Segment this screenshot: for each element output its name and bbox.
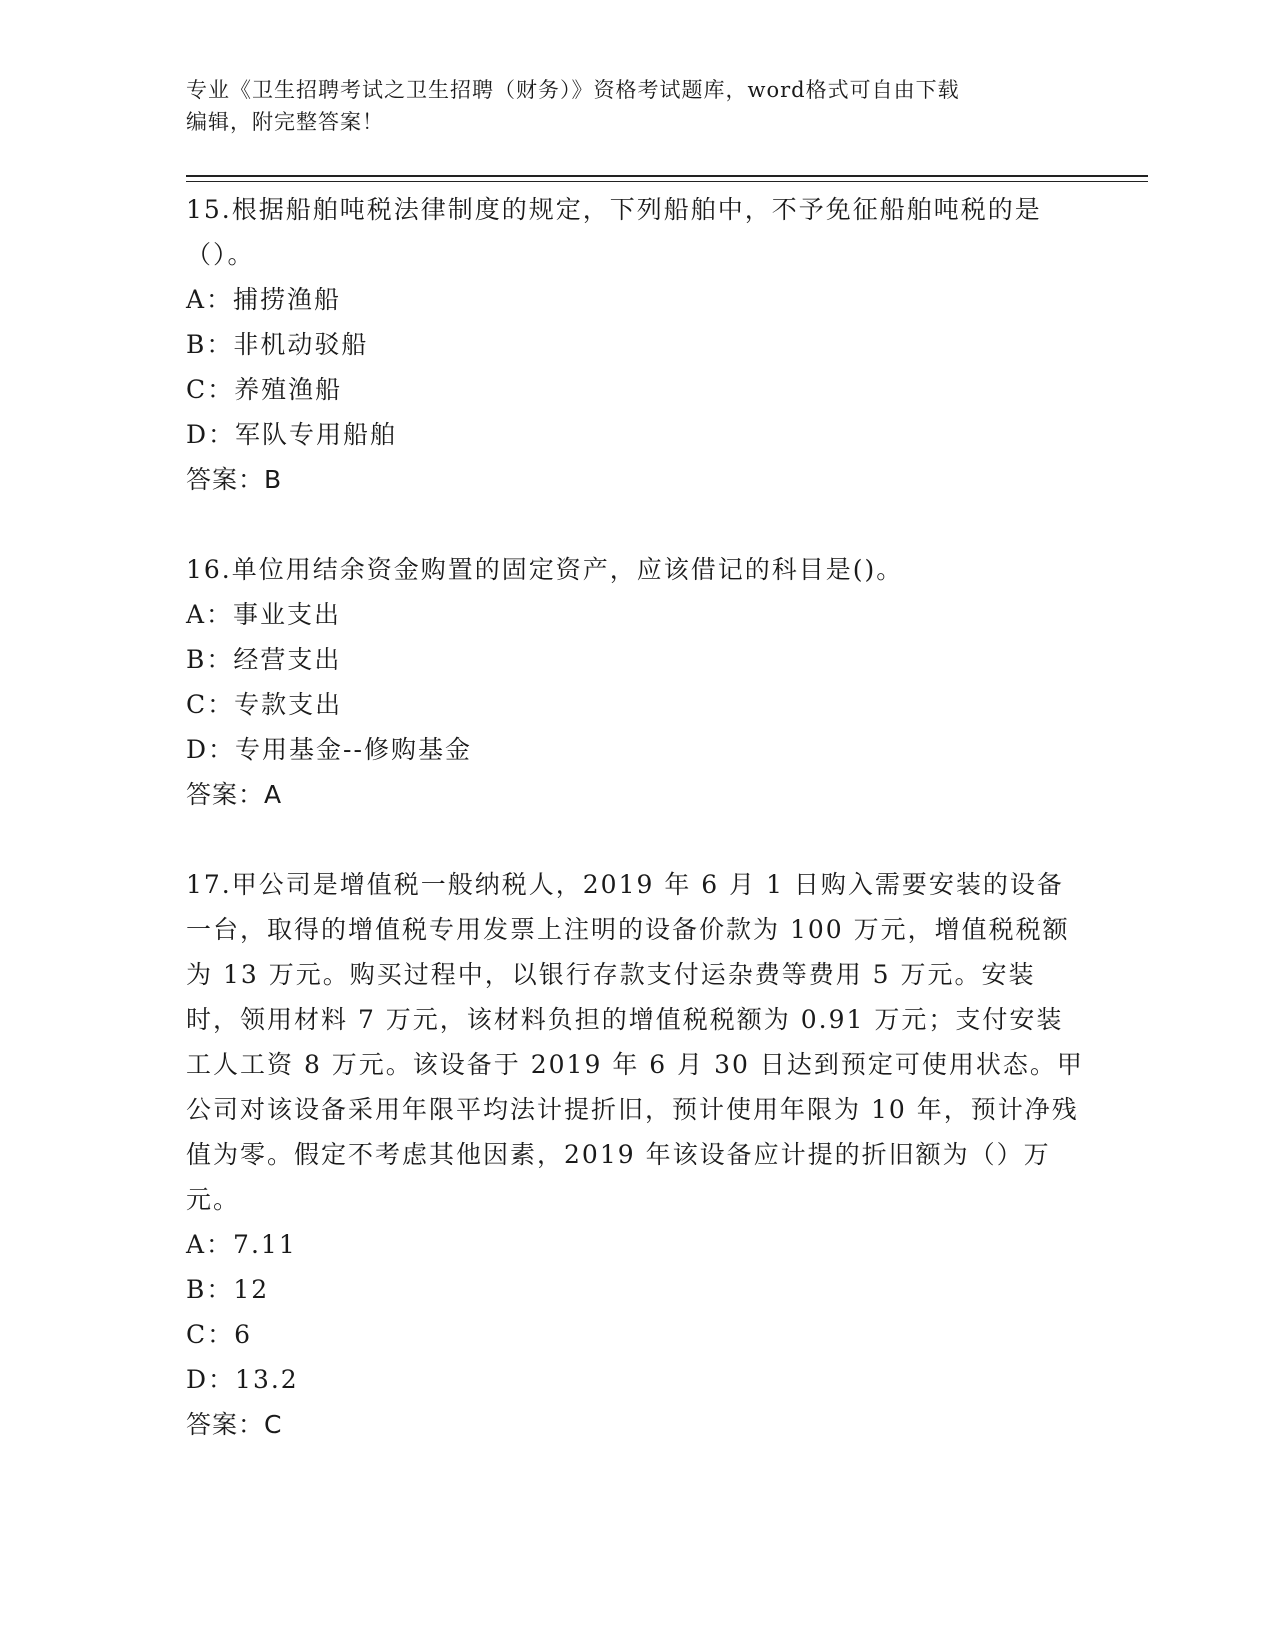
option-d: D：专用基金--修购基金 — [186, 735, 472, 764]
answer-line: 答案：C — [186, 1410, 283, 1439]
header-divider-thick — [186, 175, 1148, 177]
answer-line: 答案：B — [186, 465, 283, 494]
question-list — [186, 187, 1086, 1447]
header-divider-thin — [186, 181, 1148, 182]
question-spacer — [186, 502, 1086, 547]
document-header — [186, 74, 1086, 138]
question-spacer — [186, 817, 1086, 862]
option-b: B：非机动驳船 — [186, 330, 369, 359]
option-d: D：13.2 — [186, 1365, 299, 1394]
option-c: C：专款支出 — [186, 690, 343, 719]
answer-line: 答案：A — [186, 780, 283, 809]
option-c: C：养殖渔船 — [186, 375, 343, 404]
option-b: B：12 — [186, 1275, 270, 1304]
option-a: A：7.11 — [186, 1230, 297, 1259]
option-a: A：捕捞渔船 — [186, 285, 342, 314]
question-16 — [186, 547, 1086, 817]
question-text: 15.根据船舶吨税法律制度的规定，下列船舶中，不予免征船舶吨税的是（）。 — [186, 195, 1042, 269]
option-c: C：6 — [186, 1320, 253, 1349]
option-d: D：军队专用船舶 — [186, 420, 398, 449]
header-line-1: 专业《卫生招聘考试之卫生招聘（财务）》资格考试题库，word格式可自由下载 — [186, 78, 960, 102]
question-text: 17.甲公司是增值税一般纳税人，2019 年 6 月 1 日购入需要安装的设备一台，取得的增值税专用发票上注明的设备价款为 100 万元，增值税税额为 13 万元。购买过程中，以银行存款支付运杂费等费用 5 万元。安装时，领用材料 7 万元，该材料负担的增值税税额为 0.91 万元；支付安装工人工资 8 万元。该设备于 2019 年 6 月 30 日达到预定可使用状态。甲公司对该设备采用年限平均法计提折旧，预计使用年限为 10 年，预计净残值为零。假定不考虑其他因素，2019 年该设备应计提的折旧额为（）万元。 — [186, 870, 1084, 1214]
question-17 — [186, 862, 1086, 1447]
question-15 — [186, 187, 1086, 502]
option-b: B：经营支出 — [186, 645, 342, 674]
question-text: 16.单位用结余资金购置的固定资产，应该借记的科目是()。 — [186, 555, 904, 584]
option-a: A：事业支出 — [186, 600, 342, 629]
header-line-2: 编辑，附完整答案！ — [186, 110, 384, 134]
